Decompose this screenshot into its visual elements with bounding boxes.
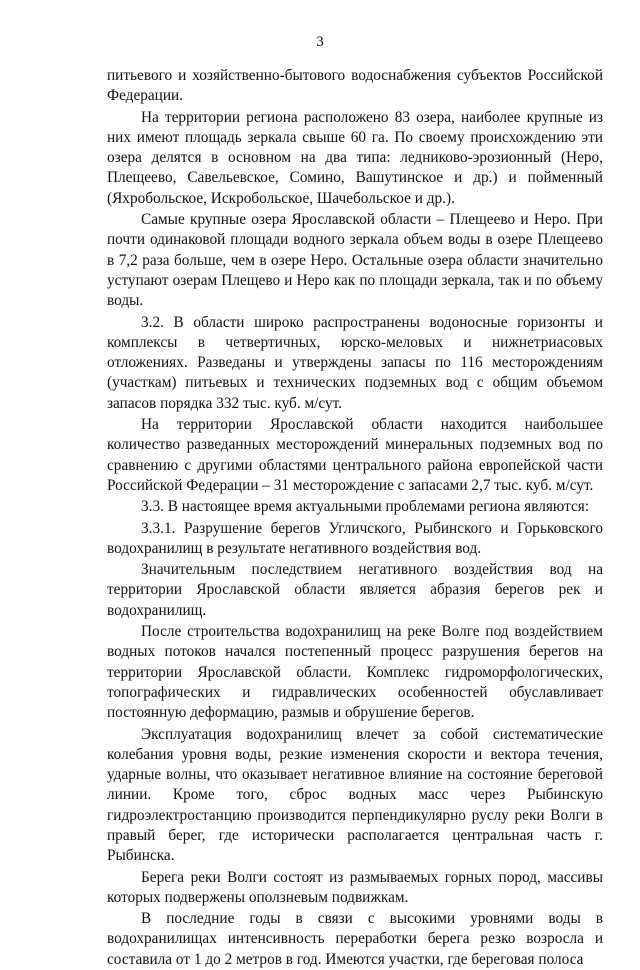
paragraph-mineral-waters: На территории Ярославской области находится наибольшее количество разведанных месторождений минеральных подземных вод по сравнению с другими областями центрального района европейской части Российской Федерации – 31 месторождение с запасами 2,7 тыс. куб. м/сут. (107, 416, 603, 494)
paragraph-volga-banks: Берега реки Волги состоят из размываемых горных пород, массивы которых подвержены оползневым подвижкам. (107, 868, 603, 906)
paragraph-reservoir-construction: После строительства водохранилищ на реке Волге под воздействием водных потоков начался постепенный процесс разрушения берегов на территории Ярославской области. Комплекс гидроморфологических, топографических и гидравлических особенностей обуславливает постоянную деформацию, размыв и обрушение берегов. (107, 623, 603, 722)
paragraph-aquifers: 3.2. В области широко распространены водоносные горизонты и комплексы в четвертичных, юрско-меловых и нижнетриасовых отложениях. Разведаны и утверждены запасы по 116 месторождениям (участкам) питьевых и технических подземных вод с общим объемом запасов порядка 332 тыс. куб. м/сут. (107, 313, 603, 412)
paragraph-lakes-count: На территории региона расположено 83 озера, наиболее крупные из них имеют площадь зеркала свыше 60 га. По своему происхождению эти озера делятся в основном на два типа: ледниково-эрозионный (Неро, Плещеево, Савельевское, Сомино, Вашутинское и др.) и пойменный (Яхробольское, Искробольское, Шачебольское и др.). (107, 108, 603, 207)
paragraph-reservoir-operation: Эксплуатация водохранилищ влечет за собой систематические колебания уровня воды, резкие изменения скорости и вектора течения, ударные волны, что оказывает негативное влияние на состояние береговой линии. Кроме того, сброс водных масс через Рыбинскую гидроэлектростанцию производится перпендикулярно руслу реки Волги в правый берег, где исторически располагается центральная часть г. Рыбинска. (107, 725, 603, 865)
paragraph-recent-years: В последние годы в связи с высокими уровнями воды в водохранилищах интенсивность переработки берега резко возросла и составила от 1 до 2 метров в год. Имеются участки, где береговая полоса (107, 910, 603, 968)
paragraph-largest-lakes: Самые крупные озера Ярославской области – Плещеево и Неро. При почти одинаковой площади водного зеркала объем воды в озере Плещеево в 7,2 раза больше, чем в озере Неро. Остальные озера области значительно уступают озерам Плещево и Неро как по площади зеркала, так и по объему воды. (107, 211, 603, 310)
paragraph-abrasion: Значительным последствием негативного воздействия вод на территории Ярославской области является абразия берегов рек и водохранилищ. (107, 561, 603, 619)
paragraph-continuation: питьевого и хозяйственно-бытового водоснабжения субъектов Российской Федерации. (107, 67, 603, 105)
paragraph-shore-destruction: 3.3.1. Разрушение берегов Угличского, Рыбинского и Горьковского водохранилищ в результате негативного воздействия вод. (107, 519, 603, 557)
document-body (107, 66, 603, 970)
paragraph-current-problems: 3.3. В настоящее время актуальными проблемами региона являются: (141, 498, 590, 516)
page-number: 3 (316, 34, 324, 50)
